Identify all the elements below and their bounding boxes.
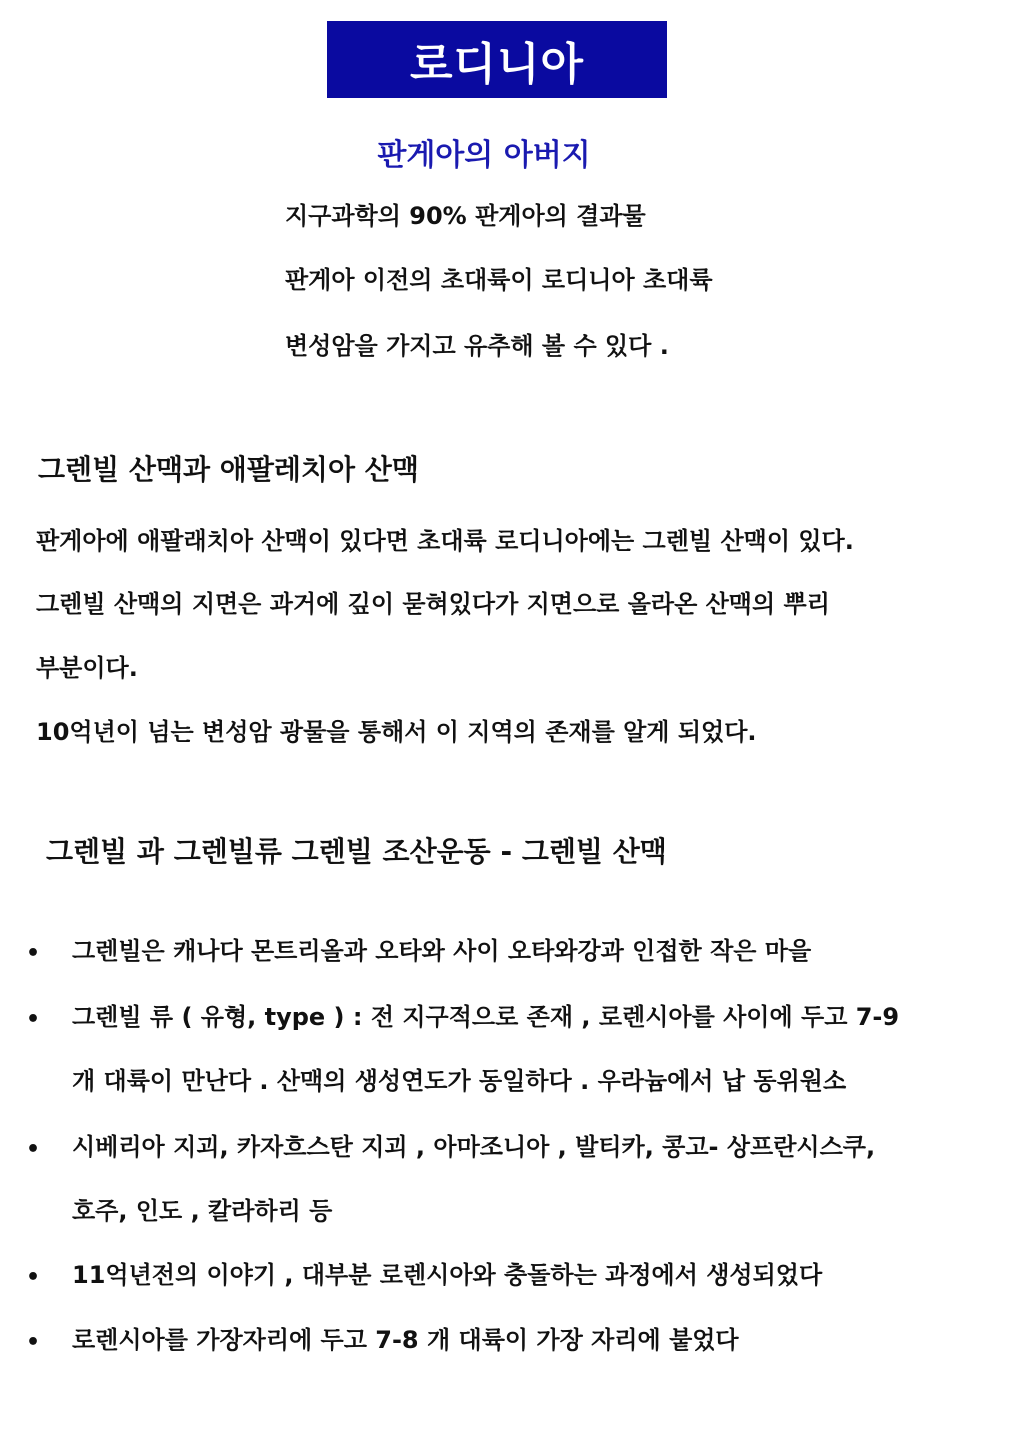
bullet-icon: • <box>26 1330 41 1355</box>
paragraph-line: 부분이다. <box>36 654 138 682</box>
paragraph-line: 그렌빌 산맥의 지면은 과거에 깊이 묻혀있다가 지면으로 올라온 산맥의 뿌리 <box>36 590 830 618</box>
intro-line: 지구과학의 90% 판게아의 결과물 <box>285 202 646 230</box>
intro-line: 판게아 이전의 초대륙이 로디니아 초대륙 <box>285 266 713 294</box>
bullet-item-continuation: 개 대륙이 만난다 . 산맥의 생성연도가 동일하다 . 우라늄에서 납 동위원소 <box>72 1067 847 1095</box>
paragraph-line: 10억년이 넘는 변성암 광물을 통해서 이 지역의 존재를 알게 되었다. <box>36 718 757 746</box>
page-title: 로디니아 <box>409 38 584 90</box>
subtitle: 판게아의 아버지 <box>377 138 591 173</box>
section-heading-grenville-orogeny: 그렌빌 과 그렌빌류 그렌빌 조산운동 - 그렌빌 산맥 <box>46 835 667 868</box>
bullet-item: 로렌시아를 가장자리에 두고 7-8 개 대륙이 가장 자리에 붙었다 <box>72 1326 739 1354</box>
bullet-item: 11억년전의 이야기 , 대부분 로렌시아와 충돌하는 과정에서 생성되었다 <box>72 1261 823 1289</box>
intro-line: 변성암을 가지고 유추해 볼 수 있다 . <box>285 332 669 360</box>
bullet-item: 그렌빌은 캐나다 몬트리올과 오타와 사이 오타와강과 인접한 작은 마을 <box>72 937 812 965</box>
bullet-item: 시베리아 지괴, 카자흐스탄 지괴 , 아마조니아 , 발티카, 콩고- 상프란시스쿠, <box>72 1133 876 1161</box>
section-heading-grenville-appalachian: 그렌빌 산맥과 애팔레치아 산맥 <box>38 453 419 486</box>
bullet-item: 그렌빌 류 ( 유형, type ) : 전 지구적으로 존재 , 로렌시아를 사이에 두고 7-9 <box>72 1003 900 1031</box>
bullet-icon: • <box>26 1007 41 1032</box>
bullet-item-continuation: 호주, 인도 , 칼라하리 등 <box>72 1197 333 1225</box>
paragraph-line: 판게아에 애팔래치아 산맥이 있다면 초대륙 로디니아에는 그렌빌 산맥이 있다. <box>36 527 854 555</box>
bullet-icon: • <box>26 1137 41 1162</box>
title-banner <box>327 21 667 98</box>
bullet-icon: • <box>26 1265 41 1290</box>
bullet-icon: • <box>26 941 41 966</box>
